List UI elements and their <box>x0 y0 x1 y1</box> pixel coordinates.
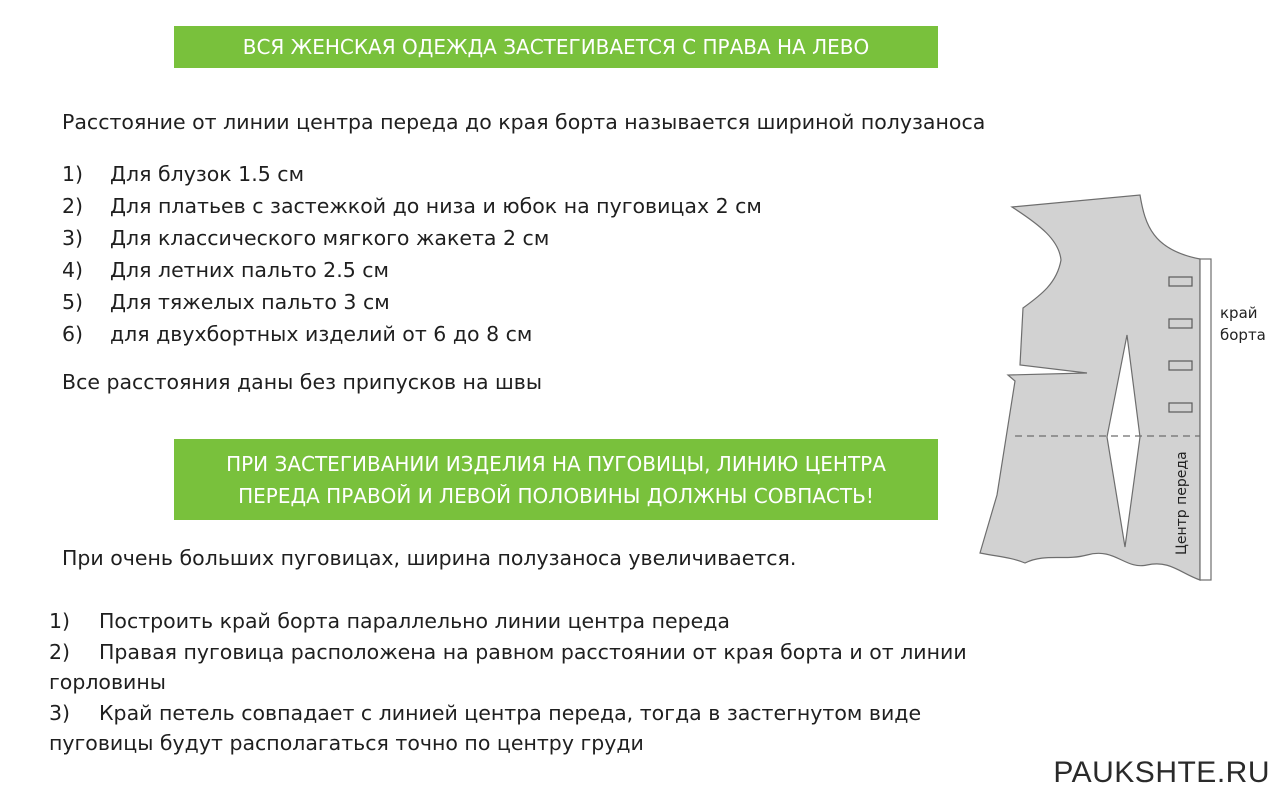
brand-watermark: PAUKSHTE.RU <box>1053 756 1270 789</box>
middle-banner-line-1: ПРИ ЗАСТЕГИВАНИИ ИЗДЕЛИЯ НА ПУГОВИЦЫ, ЛИНИЮ ЦЕНТРА <box>226 451 886 476</box>
widths-list <box>62 160 762 352</box>
large-buttons-note: При очень больших пуговицах, ширина полузаноса увеличивается. <box>62 546 797 570</box>
list-item-number: 4) <box>62 258 84 282</box>
list-item <box>49 698 969 759</box>
list-item <box>62 224 762 256</box>
list-item-text: Для летних пальто 2.5 см <box>110 258 390 282</box>
list-item-text: Построить край борта параллельно линии центра переда <box>99 609 730 633</box>
list-item-number: 6) <box>62 322 84 346</box>
list-item-number: 5) <box>62 290 84 314</box>
top-banner <box>174 26 938 68</box>
list-item <box>49 606 969 637</box>
list-item <box>62 320 762 352</box>
list-item-text: Для платьев с застежкой до низа и юбок на пуговицах 2 см <box>110 194 762 218</box>
list-item-number: 1) <box>49 609 71 633</box>
bodice-pattern-svg <box>975 195 1275 595</box>
list-item-number: 2) <box>62 194 84 218</box>
list-item-number: 2) <box>49 639 71 664</box>
list-item-text: Для тяжелых пальто 3 см <box>110 290 390 314</box>
list-item-text: Правая пуговица расположена на равном расстоянии от края борта и от линии горловины <box>49 639 967 694</box>
top-banner-text: ВСЯ ЖЕНСКАЯ ОДЕЖДА ЗАСТЕГИВАЕТСЯ С ПРАВА НА ЛЕВО <box>242 35 870 59</box>
list-item <box>62 192 762 224</box>
definition-text: Расстояние от линии центра переда до края борта называется шириной полузаноса <box>62 110 986 134</box>
list-item-text: Край петель совпадает с линией центра переда, тогда в застегнутом виде пуговицы будут располагаться точно по центру груди <box>49 700 922 755</box>
edge-label-line-1: край <box>1220 304 1258 322</box>
list-item <box>49 637 969 698</box>
list-item <box>62 288 762 320</box>
allowance-note: Все расстояния даны без припусков на швы <box>62 370 543 394</box>
list-item-text: для двухбортных изделий от 6 до 8 см <box>110 322 533 346</box>
list-item-text: Для блузок 1.5 см <box>110 162 305 186</box>
bodice-pattern-diagram <box>975 195 1275 595</box>
list-item <box>62 160 762 192</box>
list-item-number: 3) <box>49 700 71 725</box>
list-item-text: Для классического мягкого жакета 2 см <box>110 226 550 250</box>
list-item-number: 1) <box>62 162 84 186</box>
edge-label-line-2: борта <box>1220 326 1266 344</box>
list-item-number: 3) <box>62 226 84 250</box>
front-edge-strip <box>1200 259 1211 580</box>
steps-list <box>49 606 969 759</box>
middle-banner-line-2: ПЕРЕДА ПРАВОЙ И ЛЕВОЙ ПОЛОВИНЫ ДОЛЖНЫ СОВПАСТЬ! <box>238 483 874 508</box>
middle-banner <box>174 439 938 520</box>
center-front-label: Центр переда <box>1174 451 1190 555</box>
list-item <box>62 256 762 288</box>
front-bodice-shape <box>980 195 1200 580</box>
